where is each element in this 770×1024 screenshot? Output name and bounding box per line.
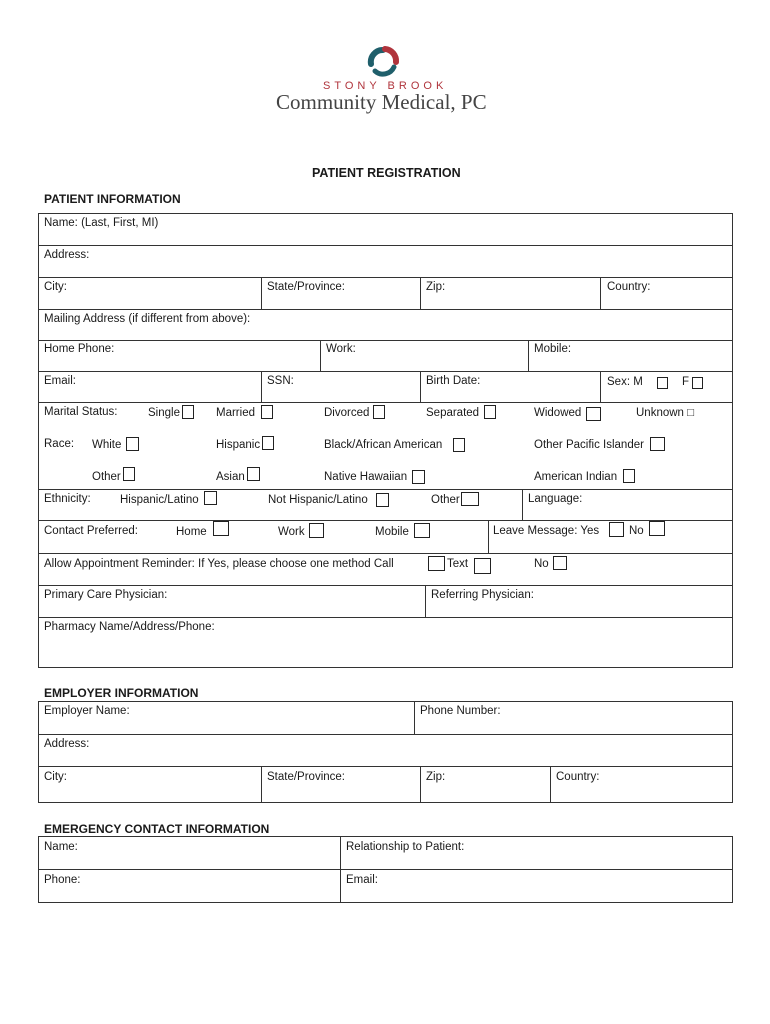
marital-status-label: Marital Status: [44, 406, 118, 418]
marital-single-checkbox[interactable] [182, 405, 194, 419]
race-hispanic-checkbox[interactable] [262, 436, 274, 450]
marital-single-label: Single [148, 407, 180, 419]
contact-home-label: Home [176, 526, 207, 538]
race-white-checkbox[interactable] [126, 437, 139, 451]
reminder-text-checkbox[interactable] [474, 558, 491, 574]
employer-name-field-label[interactable]: Employer Name: [44, 705, 130, 717]
address-field-label[interactable]: Address: [44, 249, 90, 261]
employer-city-field-label[interactable]: City: [44, 771, 67, 783]
patient-info-heading: PATIENT INFORMATION [44, 192, 181, 206]
race-american-indian-label: American Indian [534, 471, 618, 483]
leave-message-no-checkbox[interactable] [649, 521, 665, 536]
race-hispanic-label: Hispanic [216, 439, 261, 451]
sex-f-label: F [682, 376, 690, 388]
emergency-name-field-label[interactable]: Name: [44, 841, 78, 853]
employer-state-field-label[interactable]: State/Province: [267, 771, 345, 783]
primary-care-physician-field-label[interactable]: Primary Care Physician: [44, 589, 168, 601]
reminder-no-label: No [534, 558, 549, 570]
reminder-text-label: Text [447, 558, 469, 570]
employer-address-field-label[interactable]: Address: [44, 738, 90, 750]
emergency-email-field-label[interactable]: Email: [346, 874, 378, 886]
contact-preferred-label: Contact Preferred: [44, 525, 138, 537]
mobile-phone-field-label[interactable]: Mobile: [534, 343, 572, 355]
race-pacific-checkbox[interactable] [650, 437, 665, 451]
marital-widowed-checkbox[interactable] [586, 407, 601, 421]
birth-date-field-label[interactable]: Birth Date: [426, 375, 481, 387]
marital-divorced-checkbox[interactable] [373, 405, 385, 419]
sex-m-checkbox[interactable] [657, 377, 668, 389]
race-hawaiian-label: Native Hawaiian [324, 471, 408, 483]
employer-country-field-label[interactable]: Country: [556, 771, 600, 783]
race-hawaiian-checkbox[interactable] [412, 470, 425, 484]
zip-field-label[interactable]: Zip: [426, 281, 446, 293]
sex-label: Sex: M [607, 376, 643, 388]
work-phone-field-label[interactable]: Work: [326, 343, 356, 355]
race-black-checkbox[interactable] [453, 438, 465, 452]
emergency-contact-heading: EMERGENCY CONTACT INFORMATION [44, 822, 270, 836]
marital-separated-label: Separated [426, 407, 480, 419]
emergency-relationship-field-label[interactable]: Relationship to Patient: [346, 841, 465, 853]
state-field-label[interactable]: State/Province: [267, 281, 345, 293]
home-phone-field-label[interactable]: Home Phone: [44, 343, 115, 355]
marital-married-checkbox[interactable] [261, 405, 273, 419]
race-pacific-label: Other Pacific Islander [534, 439, 644, 451]
employer-info-heading: EMPLOYER INFORMATION [44, 686, 199, 700]
logo-top-text: STONY BROOK [323, 80, 448, 92]
country-field-label[interactable]: Country: [607, 281, 651, 293]
race-other-label: Other [92, 471, 121, 483]
logo-main-text: Community Medical, PC [276, 90, 487, 114]
city-field-label[interactable]: City: [44, 281, 67, 293]
ethnicity-other-label: Other [431, 494, 460, 506]
marital-separated-checkbox[interactable] [484, 405, 496, 419]
language-field-label[interactable]: Language: [528, 493, 583, 505]
leave-message-label: Leave Message: Yes [493, 525, 600, 537]
mailing-address-field-label[interactable]: Mailing Address (if different from above): [44, 313, 251, 325]
referring-physician-field-label[interactable]: Referring Physician: [431, 589, 534, 601]
employer-zip-field-label[interactable]: Zip: [426, 771, 446, 783]
contact-home-checkbox[interactable] [213, 521, 229, 536]
contact-work-label: Work [278, 526, 305, 538]
race-black-label: Black/African American [324, 439, 443, 451]
contact-mobile-checkbox[interactable] [414, 523, 430, 538]
race-label: Race: [44, 438, 75, 450]
pharmacy-field-label[interactable]: Pharmacy Name/Address/Phone: [44, 621, 215, 633]
contact-work-checkbox[interactable] [309, 523, 324, 538]
ethnicity-label: Ethnicity: [44, 493, 91, 505]
logo-mark [363, 42, 403, 78]
race-white-label: White [92, 439, 122, 451]
race-other-checkbox[interactable] [123, 467, 135, 481]
marital-unknown-label[interactable]: Unknown □ [636, 407, 695, 419]
reminder-call-checkbox[interactable] [428, 556, 445, 571]
marital-divorced-label: Divorced [324, 407, 370, 419]
ethnicity-hispanic-label: Hispanic/Latino [120, 494, 199, 506]
ethnicity-hispanic-checkbox[interactable] [204, 491, 217, 505]
emergency-phone-field-label[interactable]: Phone: [44, 874, 81, 886]
leave-message-no-label: No [629, 525, 644, 537]
marital-married-label: Married [216, 407, 255, 419]
race-american-indian-checkbox[interactable] [623, 469, 635, 483]
sex-f-checkbox[interactable] [692, 377, 703, 389]
leave-message-yes-checkbox[interactable] [609, 522, 624, 537]
contact-mobile-label: Mobile [375, 526, 409, 538]
ethnicity-not-hispanic-checkbox[interactable] [376, 493, 389, 507]
reminder-no-checkbox[interactable] [553, 556, 567, 570]
race-asian-label: Asian [216, 471, 245, 483]
ethnicity-other-checkbox[interactable] [461, 492, 479, 506]
page-title: PATIENT REGISTRATION [312, 166, 461, 180]
employer-phone-field-label[interactable]: Phone Number: [420, 705, 501, 717]
ssn-field-label[interactable]: SSN: [267, 375, 294, 387]
name-field-label[interactable]: Name: (Last, First, MI) [44, 217, 159, 229]
marital-widowed-label: Widowed [534, 407, 582, 419]
reminder-label: Allow Appointment Reminder: If Yes, please choose one method Call [44, 558, 394, 570]
email-field-label[interactable]: Email: [44, 375, 76, 387]
ethnicity-not-hispanic-label: Not Hispanic/Latino [268, 494, 368, 506]
race-asian-checkbox[interactable] [247, 467, 260, 481]
